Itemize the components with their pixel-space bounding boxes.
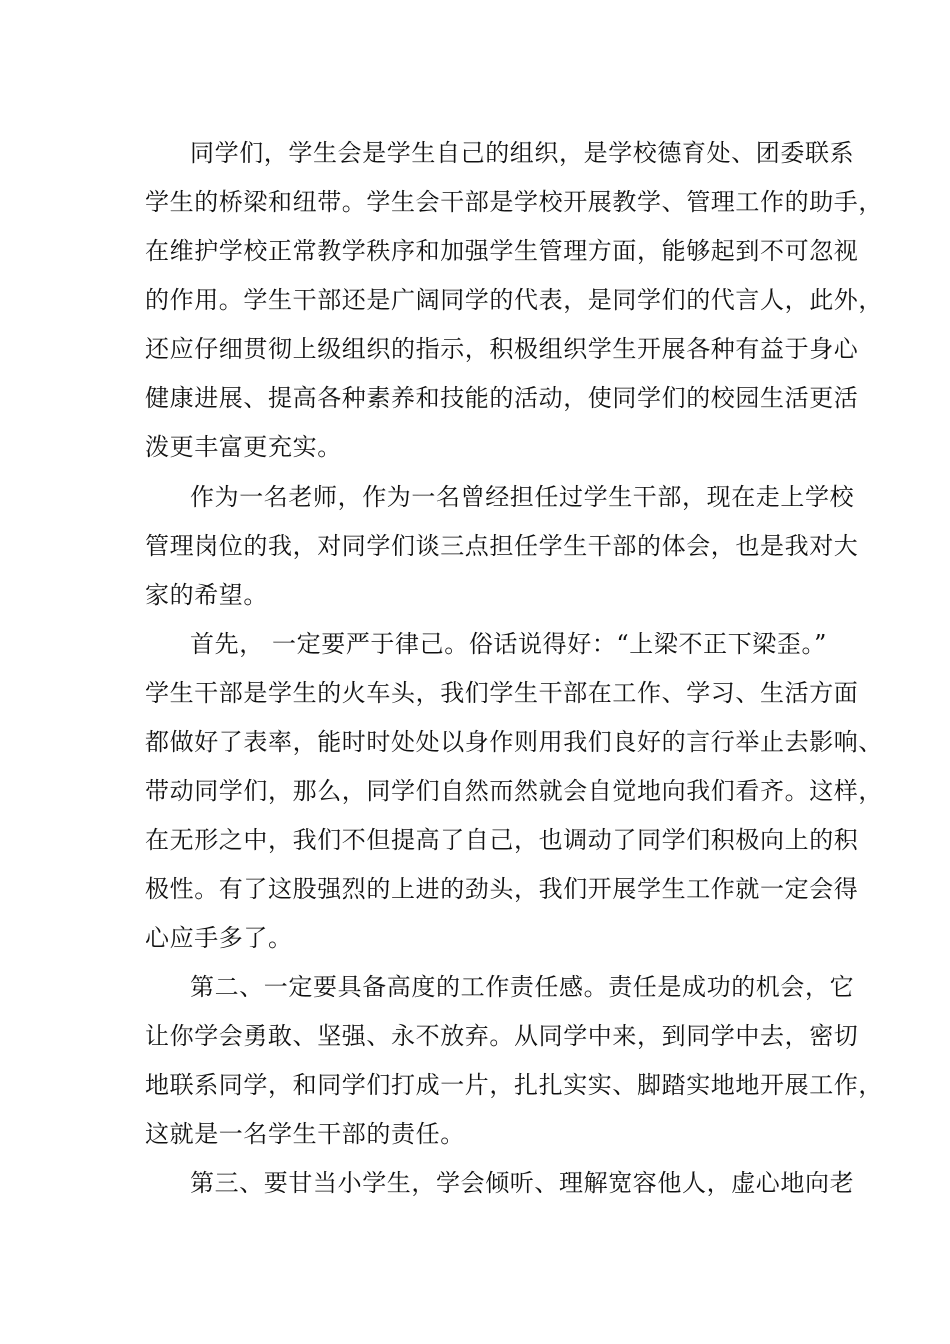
paragraph-4-line-3: 地联系同学，和同学们打成一片，扎扎实实、脚踏实地地开展工作， bbox=[145, 1071, 883, 1099]
paragraph-5-line-1: 第三、要甘当小学生，学会倾听、理解宽容他人，虚心地向老 bbox=[190, 1169, 855, 1197]
paragraph-1-line-4: 的作用。学生干部还是广阔同学的代表，是同学们的代言人，此外， bbox=[145, 286, 883, 314]
paragraph-1-line-6: 健康进展、提高各种素养和技能的活动，使同学们的校园生活更活 bbox=[145, 384, 859, 412]
paragraph-3-line-1: 首先， 一定要严于律己。俗话说得好：“上梁不正下梁歪。” bbox=[190, 630, 827, 658]
paragraph-3-line-5: 在无形之中，我们不但提高了自己，也调动了同学们积极向上的积 bbox=[145, 826, 859, 854]
paragraph-3-line-3: 都做好了表率，能时时处处以身作则用我们良好的言行举止去影响、 bbox=[145, 728, 883, 756]
paragraph-1-line-5: 还应仔细贯彻上级组织的指示，积极组织学生开展各种有益于身心 bbox=[145, 335, 859, 363]
paragraph-3-line-7: 心应手多了。 bbox=[145, 924, 293, 952]
paragraph-2-line-3: 家的希望。 bbox=[145, 581, 268, 609]
paragraph-3-line-2: 学生干部是学生的火车头，我们学生干部在工作、学习、生活方面 bbox=[145, 679, 859, 707]
paragraph-1-line-2: 学生的桥梁和纽带。学生会干部是学校开展教学、管理工作的助手， bbox=[145, 188, 883, 216]
paragraph-3-line-4: 带动同学们，那么，同学们自然而然就会自觉地向我们看齐。这样， bbox=[145, 777, 883, 805]
paragraph-3-line-6: 极性。有了这股强烈的上进的劲头，我们开展学生工作就一定会得 bbox=[145, 875, 859, 903]
paragraph-1-line-3: 在维护学校正常教学秩序和加强学生管理方面，能够起到不可忽视 bbox=[145, 237, 859, 265]
paragraph-2-line-1: 作为一名老师，作为一名曾经担任过学生干部，现在走上学校 bbox=[190, 483, 855, 511]
paragraph-4-line-2: 让你学会勇敢、坚强、永不放弃。从同学中来，到同学中去，密切 bbox=[145, 1022, 859, 1050]
paragraph-1-line-1: 同学们，学生会是学生自己的组织，是学校德育处、团委联系 bbox=[190, 139, 855, 167]
paragraph-4-line-4: 这就是一名学生干部的责任。 bbox=[145, 1120, 465, 1148]
paragraph-1-line-7: 泼更丰富更充实。 bbox=[145, 433, 342, 461]
paragraph-4-line-1: 第二、一定要具备高度的工作责任感。责任是成功的机会，它 bbox=[190, 973, 855, 1001]
paragraph-2-line-2: 管理岗位的我，对同学们谈三点担任学生干部的体会，也是我对大 bbox=[145, 532, 859, 560]
